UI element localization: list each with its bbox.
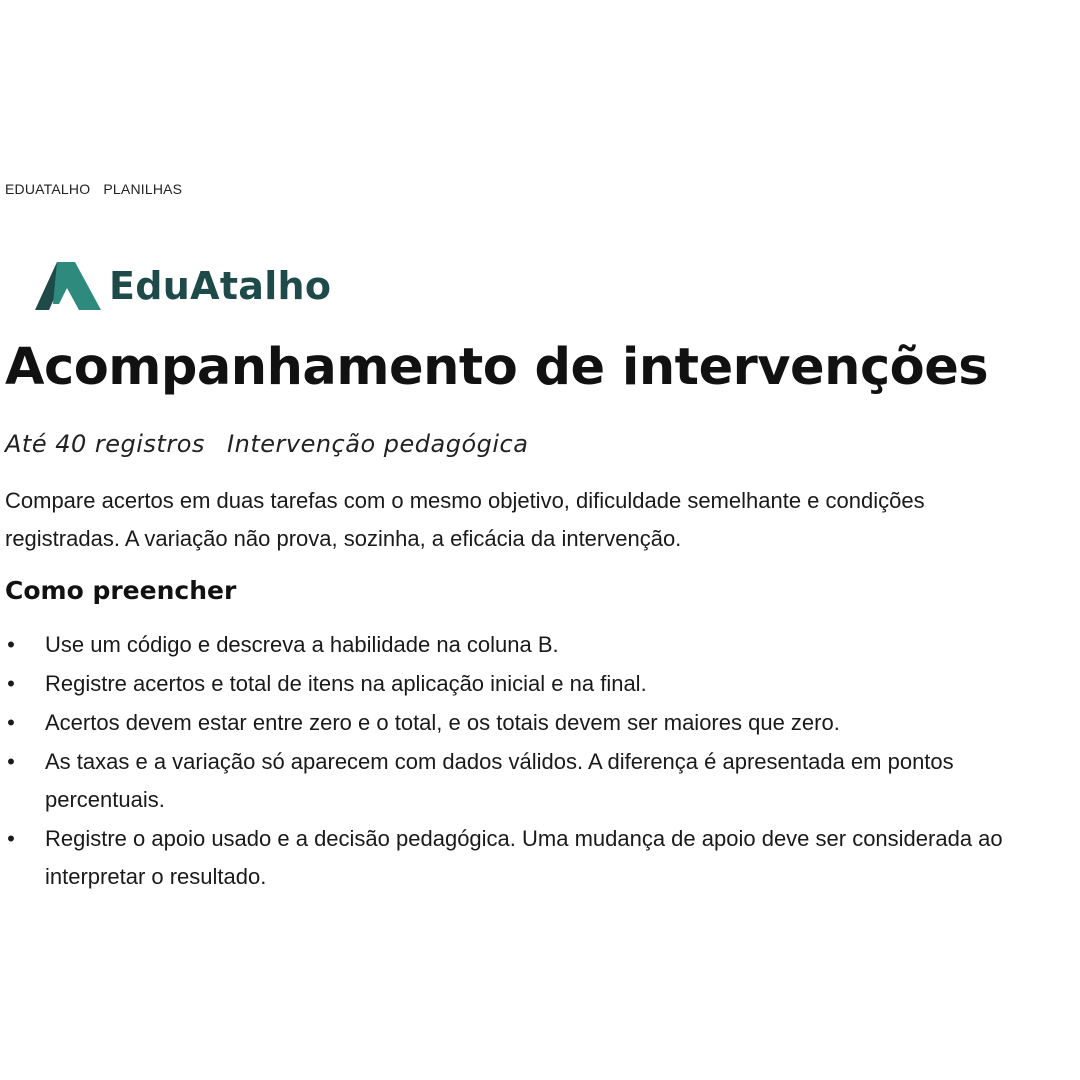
- list-item: [0, 704, 1075, 742]
- list-item-text: Acertos devem estar entre zero e o total, e os totais devem ser maiores que zero.: [45, 710, 840, 735]
- subtitle-category: Intervenção pedagógica: [227, 430, 529, 458]
- page-title: Acompanhamento de intervenções: [5, 338, 989, 397]
- list-item-text: Registre acertos e total de itens na aplicação inicial e na final.: [45, 671, 647, 696]
- brand-logo: [35, 258, 331, 314]
- bullet-icon: •: [7, 671, 15, 696]
- top-nav: [5, 181, 191, 197]
- bullet-icon: •: [7, 710, 15, 735]
- eduatalho-logo-icon: [35, 260, 101, 312]
- subtitle-record-limit: Até 40 registros: [5, 430, 205, 458]
- list-item: [0, 743, 1075, 819]
- list-item-text: Registre o apoio usado e a decisão pedagógica. Uma mudança de apoio deve ser considerada ao interpretar o resultado.: [45, 826, 1003, 889]
- page-subtitle: [5, 430, 542, 458]
- list-item-text: As taxas e a variação só aparecem com dados válidos. A diferença é apresentada em pontos percentuais.: [45, 749, 954, 812]
- list-item: [0, 820, 1075, 896]
- bullet-icon: •: [7, 632, 15, 657]
- list-item: [0, 665, 1075, 703]
- instructions-list: [0, 626, 1075, 897]
- brand-name: EduAtalho: [109, 264, 332, 308]
- section-heading-como-preencher: Como preencher: [5, 576, 237, 605]
- intro-text: Compare acertos em duas tarefas com o mesmo objetivo, dificuldade semelhante e condições registradas. A variação não prova, sozinha, a eficácia da intervenção.: [5, 488, 925, 551]
- bullet-icon: •: [7, 826, 15, 851]
- bullet-icon: •: [7, 749, 15, 774]
- list-item: [0, 626, 1075, 664]
- top-nav-item-eduatalho[interactable]: EDUATALHO: [5, 181, 91, 197]
- top-nav-item-planilhas[interactable]: PLANILHAS: [103, 181, 183, 197]
- list-item-text: Use um código e descreva a habilidade na coluna B.: [45, 632, 559, 657]
